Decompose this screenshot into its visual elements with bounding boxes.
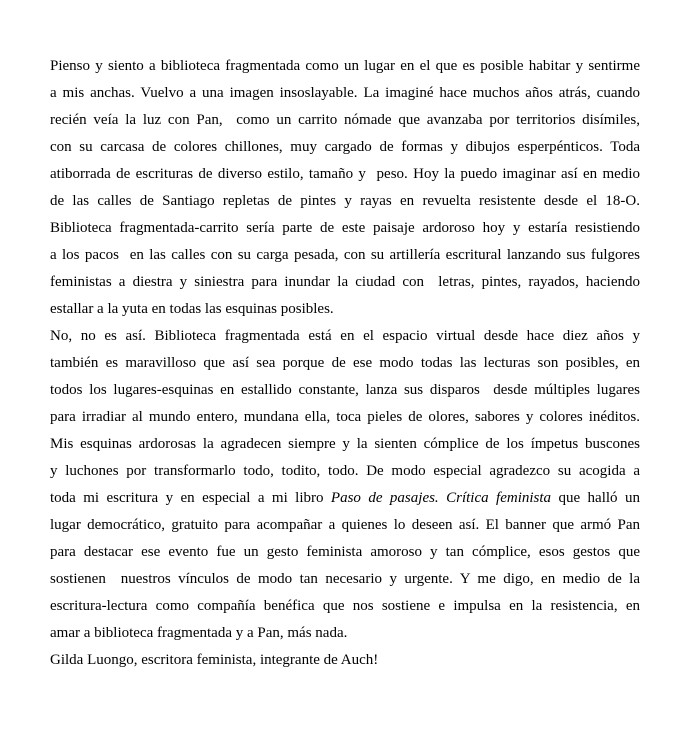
text-line (50, 485, 640, 512)
book-title-italic: Paso de pasajes. Crítica feminista (330, 490, 552, 506)
text-line (50, 566, 640, 593)
text-line (50, 323, 640, 350)
text-segment: No, no es así. Biblioteca fragmentada está en el espacio virtual desde hace diez años y (50, 328, 640, 344)
text-segment: que halló un (551, 490, 640, 506)
text-segment: recién veía la luz con Pan, como un carrito nómade que avanzaba por territorios disímiles, (50, 112, 640, 128)
text-segment: toda mi escritura y en especial a mi libro (50, 490, 331, 506)
text-segment: todos los lugares-esquinas en estallido constante, lanza sus disparos desde múltiples lugares (50, 382, 640, 398)
text-segment: a mis anchas. Vuelvo a una imagen insoslayable. La imaginé hace muchos años atrás, cuando (50, 85, 640, 101)
text-line (50, 188, 640, 215)
text-line (50, 296, 640, 323)
text-line (50, 512, 640, 539)
text-line (50, 242, 640, 269)
text-segment: atiborrada de escrituras de diverso estilo, tamaño y peso. Hoy la puedo imaginar así en medio (50, 166, 640, 182)
text-segment: amar a biblioteca fragmentada y a Pan, más nada. (50, 625, 348, 641)
text-line (50, 350, 640, 377)
text-segment: estallar a la yuta en todas las esquinas posibles. (50, 301, 334, 317)
text-segment: escritura-lectura como compañía benéfica que nos sostiene e impulsa en la resistencia, en (50, 598, 640, 614)
text-line (50, 269, 640, 296)
text-segment: a los pacos en las calles con su carga pesada, con su artillería escritural lanzando sus fulgores (50, 247, 640, 263)
text-segment: Mis esquinas ardorosas la agradecen siempre y la sienten cómplice de los ímpetus buscones (50, 436, 640, 452)
text-segment: sostienen nuestros vínculos de modo tan necesario y urgente. Y me digo, en medio de la (50, 571, 640, 587)
text-line (50, 539, 640, 566)
text-line (50, 53, 640, 80)
text-line (50, 404, 640, 431)
text-segment: lugar democrático, gratuito para acompañar a quienes lo deseen así. El banner que armó Pan (50, 517, 640, 533)
text-segment: y luchones por transformarlo todo, todito, todo. De modo especial agradezco su acogida a (50, 463, 640, 479)
text-line (50, 458, 640, 485)
text-line (50, 431, 640, 458)
text-line (50, 215, 640, 242)
text-segment: para destacar ese evento fue un gesto feminista amoroso y tan cómplice, esos gestos que (50, 544, 640, 560)
text-line (50, 647, 640, 674)
text-segment: también es maravilloso que así sea porque de ese modo todas las lecturas son posibles, en (50, 355, 640, 371)
paragraph (50, 53, 640, 323)
text-line (50, 80, 640, 107)
text-line (50, 593, 640, 620)
text-line (50, 161, 640, 188)
text-segment: con su carcasa de colores chillones, muy cargado de formas y dibujos esperpénticos. Toda (50, 139, 640, 155)
text-line (50, 107, 640, 134)
text-segment: feministas a diestra y siniestra para inundar la ciudad con letras, pintes, rayados, haciendo (50, 274, 640, 290)
text-line (50, 377, 640, 404)
text-segment: Pienso y siento a biblioteca fragmentada como un lugar en el que es posible habitar y sentirme (50, 58, 640, 74)
document-body (50, 53, 640, 674)
text-segment: para irradiar al mundo entero, mundana ella, toca pieles de olores, sabores y colores inéditos. (50, 409, 640, 425)
paragraph (50, 323, 640, 647)
document-page (50, 53, 640, 674)
text-segment: Biblioteca fragmentada-carrito sería parte de este paisaje ardoroso hoy y estaría resistiendo (50, 220, 640, 236)
text-line (50, 134, 640, 161)
paragraph (50, 647, 640, 674)
text-segment: Gilda Luongo, escritora feminista, integrante de Auch! (50, 652, 379, 668)
text-line (50, 620, 640, 647)
text-segment: de las calles de Santiago repletas de pintes y rayas en revuelta resistente desde el 18-O. (50, 193, 640, 209)
